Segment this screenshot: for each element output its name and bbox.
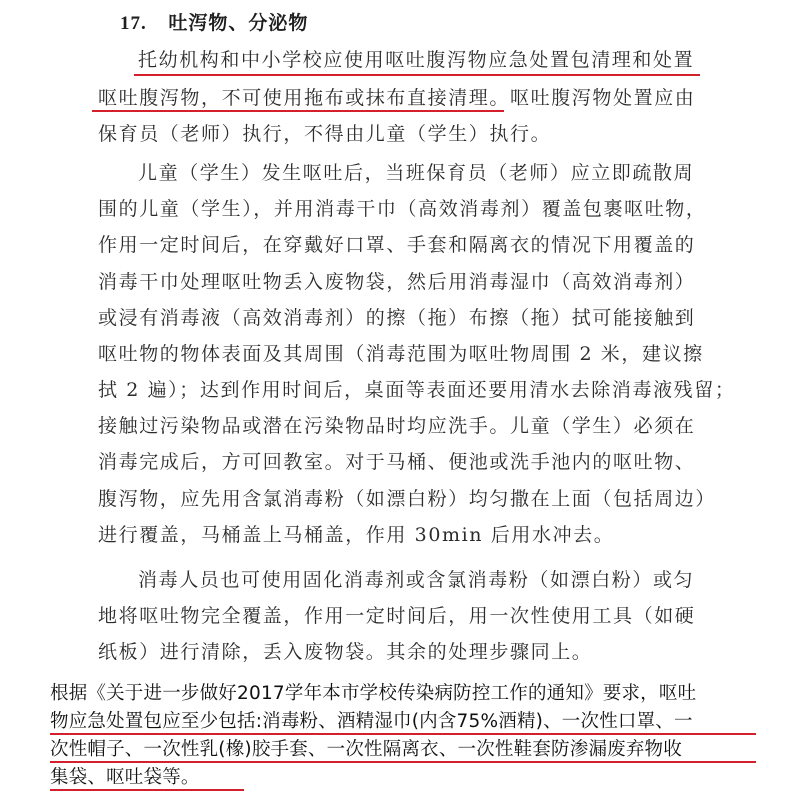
highlight-underline-5 [50,789,244,791]
highlight-underline-3 [50,733,756,735]
section-heading [120,8,308,35]
caption-line-1: 根据《关于进一步做好2017学年本市学校传染病防控工作的通知》要求，呕吐 [50,683,697,704]
paragraph-2-line-9: 消毒完成后，方可回教室。对于马桶、便池或洗手池内的呕吐物、 [98,451,696,473]
highlight-underline-4 [50,761,756,763]
paragraph-3-line-2: 地将呕吐物完全覆盖，作用一定时间后，用一次性使用工具（如硬 [98,605,696,627]
caption-line-2: 物应急处置包应至少包括:消毒粉、酒精湿巾(内含75%酒精)、一次性口罩、一 [50,711,693,732]
paragraph-1-line-1: 托幼机构和中小学校应使用呕吐腹泻物应急处置包清理和处置 [138,49,695,71]
paragraph-2-line-7: 拭 2 遍）；达到作用时间后，桌面等表面还要用清水去除消毒液残留； [98,379,736,401]
section-title: 吐泻物、分泌物 [168,12,309,34]
caption-line-3: 次性帽子、一次性乳(橡)胶手套、一次性隔离衣、一次性鞋套防渗漏废弃物收 [50,739,682,760]
paragraph-2-line-4: 消毒干巾处理呕吐物丢入废物袋，然后用消毒湿巾（高效消毒剂） [98,271,696,293]
paragraph-3-line-1: 消毒人员也可使用固化消毒剂或含氯消毒粉（如漂白粉）或匀 [138,569,695,591]
paragraph-2-line-1: 儿童（学生）发生呕吐后，当班保育员（老师）应立即疏散周 [138,162,695,184]
paragraph-3-line-3: 纸板）进行清除，丢入废物袋。其余的处理步骤同上。 [98,641,593,663]
section-number: 17. [120,13,147,34]
paragraph-2-line-6: 呕吐物的物体表面及其周围（消毒范围为呕吐物周围 2 米，建议擦 [98,343,704,365]
paragraph-1-line-3: 保育员（老师）执行，不得由儿童（学生）执行。 [98,123,552,145]
highlight-underline-1 [134,74,700,76]
paragraph-2-line-2: 围的儿童（学生），并用消毒干巾（高效消毒剂）覆盖包裹呕吐物， [98,198,707,220]
paragraph-2-line-3: 作用一定时间后，在穿戴好口罩、手套和隔离衣的情况下用覆盖的 [98,234,696,256]
caption-line-4: 集袋、呕吐袋等。 [50,767,200,788]
paragraph-2-line-8: 接触过污染物品或潜在污染物品时均应洗手。儿童（学生）必须在 [98,415,696,437]
paragraph-2-line-11: 进行覆盖，马桶盖上马桶盖，作用 30min 后用水冲去。 [98,524,615,546]
paragraph-2-line-10: 腹泻物，应先用含氯消毒粉（如漂白粉）均匀撒在上面（包括周边） [98,488,717,510]
paragraph-2-line-5: 或浸有消毒液（高效消毒剂）的擦（拖）布擦（拖）拭可能接触到 [98,307,696,329]
highlight-underline-2 [92,110,504,112]
paragraph-1-line-2: 呕吐腹泻物，不可使用拖布或抹布直接清理。呕吐腹泻物处置应由 [98,87,696,109]
